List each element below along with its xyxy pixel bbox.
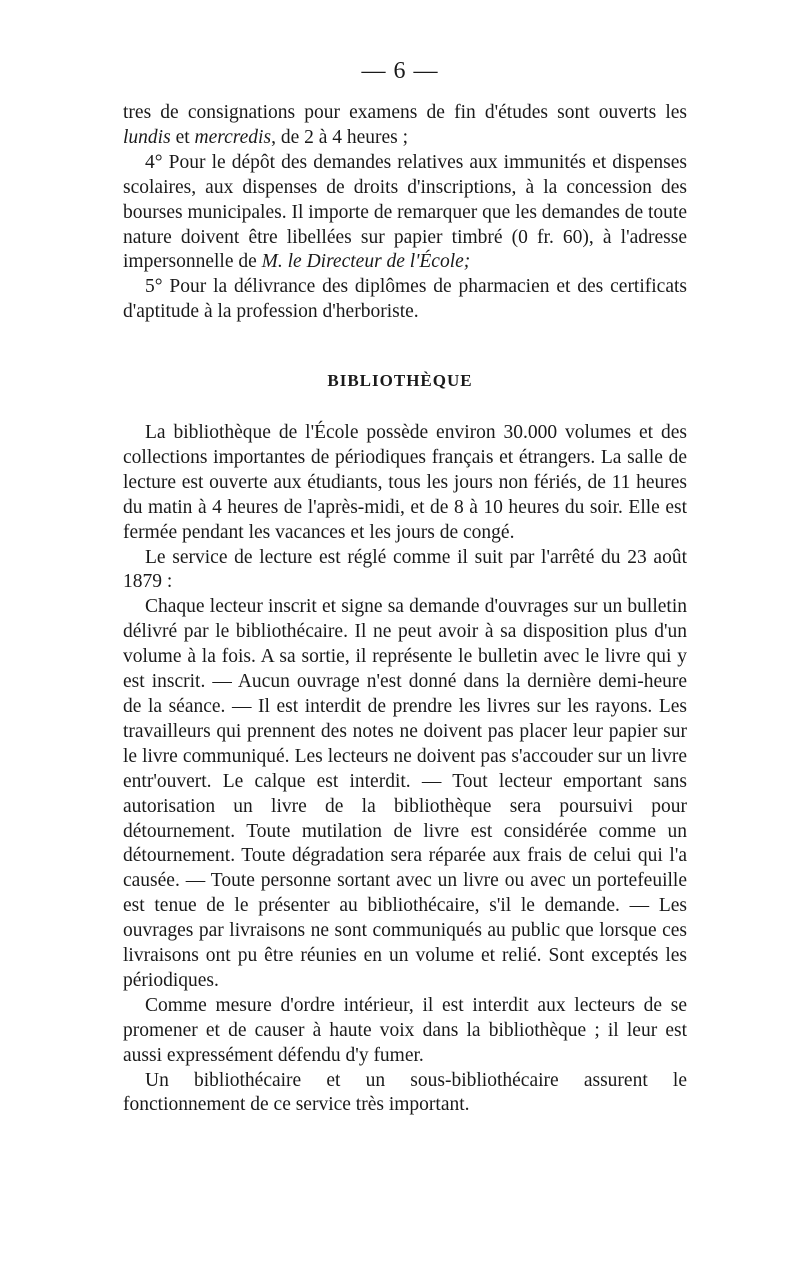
bibliotheque-text-block [123,421,687,1118]
italic-lundis: lundis [123,126,171,148]
paragraph-arrete: Le service de lecture est réglé comme il suit par l'arrêté du 23 août 1879 : [123,546,687,593]
opening-text-block [123,101,687,325]
italic-mercredis: mercredis [194,126,272,148]
section-heading: BIBLIOTHÈQUE [327,371,473,390]
text-run: 4° Pour le dépôt des demandes relatives aux immunités et dispenses scolaires, aux dispenses de droits d'inscriptions, à la concession des bourses municipales. Il importe de remarquer que les demandes de toute nature doivent être libellées sur papier timbré (0 fr. 60), à l'adresse impersonnelle de [123,151,687,273]
text-run: et [170,126,195,148]
text-run: , de 2 à 4 heures ; [271,126,409,148]
paragraph-internal-order: Comme mesure d'ordre intérieur, il est interdit aux lecteurs de se promener et de causer à haute voix dans la bibliothèque ; il leur est aussi expressément défendu d'y fumer. [123,994,687,1066]
paragraph-staff: Un bibliothécaire et un sous-bibliothécaire assurent le fonctionnement de ce service très important. [123,1069,687,1116]
text-run: tres de consignations pour examens de fin d'études sont ouverts les [123,102,687,123]
paragraph-rules: Chaque lecteur inscrit et signe sa demande d'ouvrages sur un bulletin délivré par le bibliothécaire. Il ne peut avoir à sa disposition plus d'un volume à la fois. A sa sortie, il représente le bulletin avec le livre qui y est inscrit. — Aucun ouvrage n'est donné dans la dernière demi-heure de la séance. — Il est interdit de prendre les livres sur les rayons. Les travailleurs qui prennent des notes ne doivent pas placer leur papier sur le livre communiqué. Les lecteurs ne doivent pas s'accouder sur un livre entr'ouvert. Le calque est interdit. — Tout lecteur emportant sans autorisation un livre de la bibliothèque sera poursuivi pour détournement. Toute mutilation de livre est considérée comme un détournement. Toute dégradation sera réparée aux frais de celui qui l'a causée. — Toute personne sortant avec un livre ou avec un portefeuille est tenue de le présenter au bibliothécaire, s'il le demande. — Les ouvrages par livraisons ne sont communiqués au public que lorsque ces livraisons ont pu être réunies en un volume et relié. Sont exceptés les périodiques. [123,596,687,991]
paragraph-item-5: 5° Pour la délivrance des diplômes de pharmacien et des certificats d'aptitude à la profession d'herboriste. [123,276,687,323]
page-number: — 6 — [361,58,439,84]
paragraph-consignations [123,101,687,151]
paragraph-item-4 [123,151,687,276]
paragraph-collections: La bibliothèque de l'École possède environ 30.000 volumes et des collections importantes de périodiques français et étrangers. La salle de lecture est ouverte aux étudiants, tous les jours non fériés, de 11 heures du matin à 4 heures de l'après-midi, et de 8 à 10 heures du soir. Elle est fermée pendant les vacances et les jours de congé. [123,422,687,543]
italic-directeur: M. le Directeur de l'École; [261,251,471,273]
